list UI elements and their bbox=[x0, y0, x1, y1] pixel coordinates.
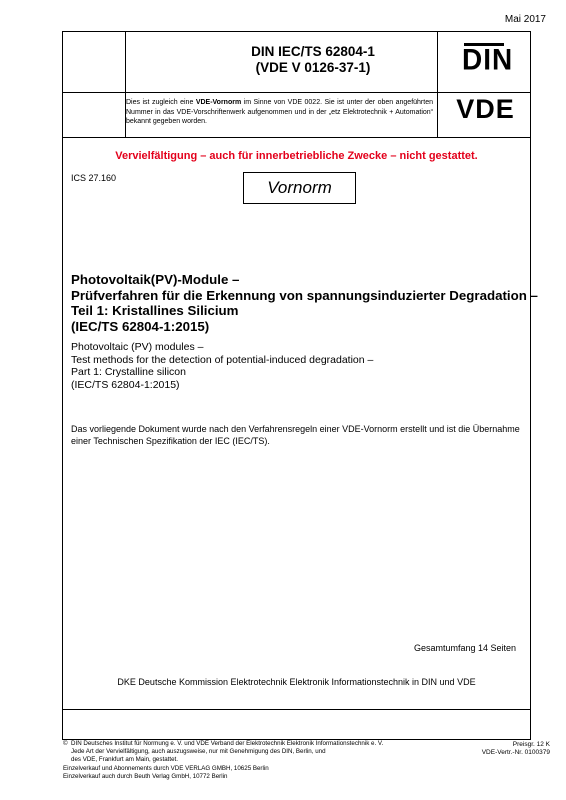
divider bbox=[63, 92, 530, 93]
title-line: Teil 1: Kristallines Silicium bbox=[71, 303, 239, 318]
title-line: (IEC/TS 62804-1:2015) bbox=[71, 378, 180, 391]
footer-copyright: © DIN Deutsches Institut für Normung e. V. und VDE Verband der Elektrotechnik Elektronik Informationstechnik e. V. Jede Art der Vervielfältigung, auch auszugsweise, nur mit Genehmigung des DIN, Berlin, und des VDE, Frankfurt am Main, gestattet. Einzelverkauf und Abonnements durch VDE VERLAG GMBH, 10625 Berlin Einzelverkauf auch durch Beuth Verlag GmbH, 10772 Berlin bbox=[63, 740, 384, 780]
title-german bbox=[71, 272, 538, 334]
ics-code: ICS 27.160 bbox=[71, 173, 117, 183]
cover-frame bbox=[62, 31, 538, 740]
title-line: (IEC/TS 62804-1:2015) bbox=[71, 318, 210, 334]
divider bbox=[63, 137, 530, 138]
title-line: Test methods for the detection of potential-induced degradation – bbox=[71, 353, 374, 366]
description: Das vorliegende Dokument wurde nach den Verfahrensregeln einer VDE-Vornorm erstellt und ist die Übernahme einer Technischen Spezifikation der IEC (IEC/TS). bbox=[71, 424, 520, 446]
price-info bbox=[482, 741, 550, 757]
vde-note-bold: VDE-Vornorm bbox=[195, 99, 242, 106]
title-line: Photovoltaic (PV) modules – bbox=[71, 341, 204, 353]
title-english bbox=[71, 341, 526, 391]
din-logo: DIN bbox=[462, 43, 514, 76]
vde-note: Dies ist zugleich eine VDE-Vornorm im Sinne von VDE 0022. Sie ist unter der oben angeführten Nummer in das VDE-Vorschriftenwerk aufgenommen und in der „etz Elektrotechnik + Automation“ bekannt gegeben worden. bbox=[126, 99, 433, 125]
publication-date: Mai 2017 bbox=[504, 14, 546, 25]
order-number: VDE-Vertr.-Nr. 0100379 bbox=[481, 749, 550, 757]
document-type-box: Vornorm bbox=[243, 172, 356, 204]
vde-logo: VDE bbox=[456, 94, 515, 124]
total-pages: Gesamtumfang 14 Seiten bbox=[413, 643, 516, 653]
reproduction-notice: Vervielfältigung – auch für innerbetriebliche Zwecke – nicht gestattet. bbox=[115, 150, 478, 162]
title-line: Prüfverfahren für die Erkennung von spannungsinduzierter Degradation – bbox=[71, 287, 538, 303]
title-line: Photovoltaik(PV)-Module – bbox=[71, 272, 240, 287]
standard-number: DIN IEC/TS 62804-1 bbox=[251, 44, 375, 59]
divider bbox=[63, 709, 530, 710]
title-line: Part 1: Crystalline silicon bbox=[71, 366, 186, 378]
price-group: Preisgr. 12 K bbox=[512, 741, 550, 748]
vde-number: (VDE V 0126-37-1) bbox=[255, 60, 371, 75]
dke-line: DKE Deutsche Kommission Elektrotechnik Elektronik Informationstechnik in DIN und VDE bbox=[117, 677, 476, 687]
copyright-icon: © bbox=[63, 740, 68, 747]
standard-header bbox=[126, 44, 500, 76]
